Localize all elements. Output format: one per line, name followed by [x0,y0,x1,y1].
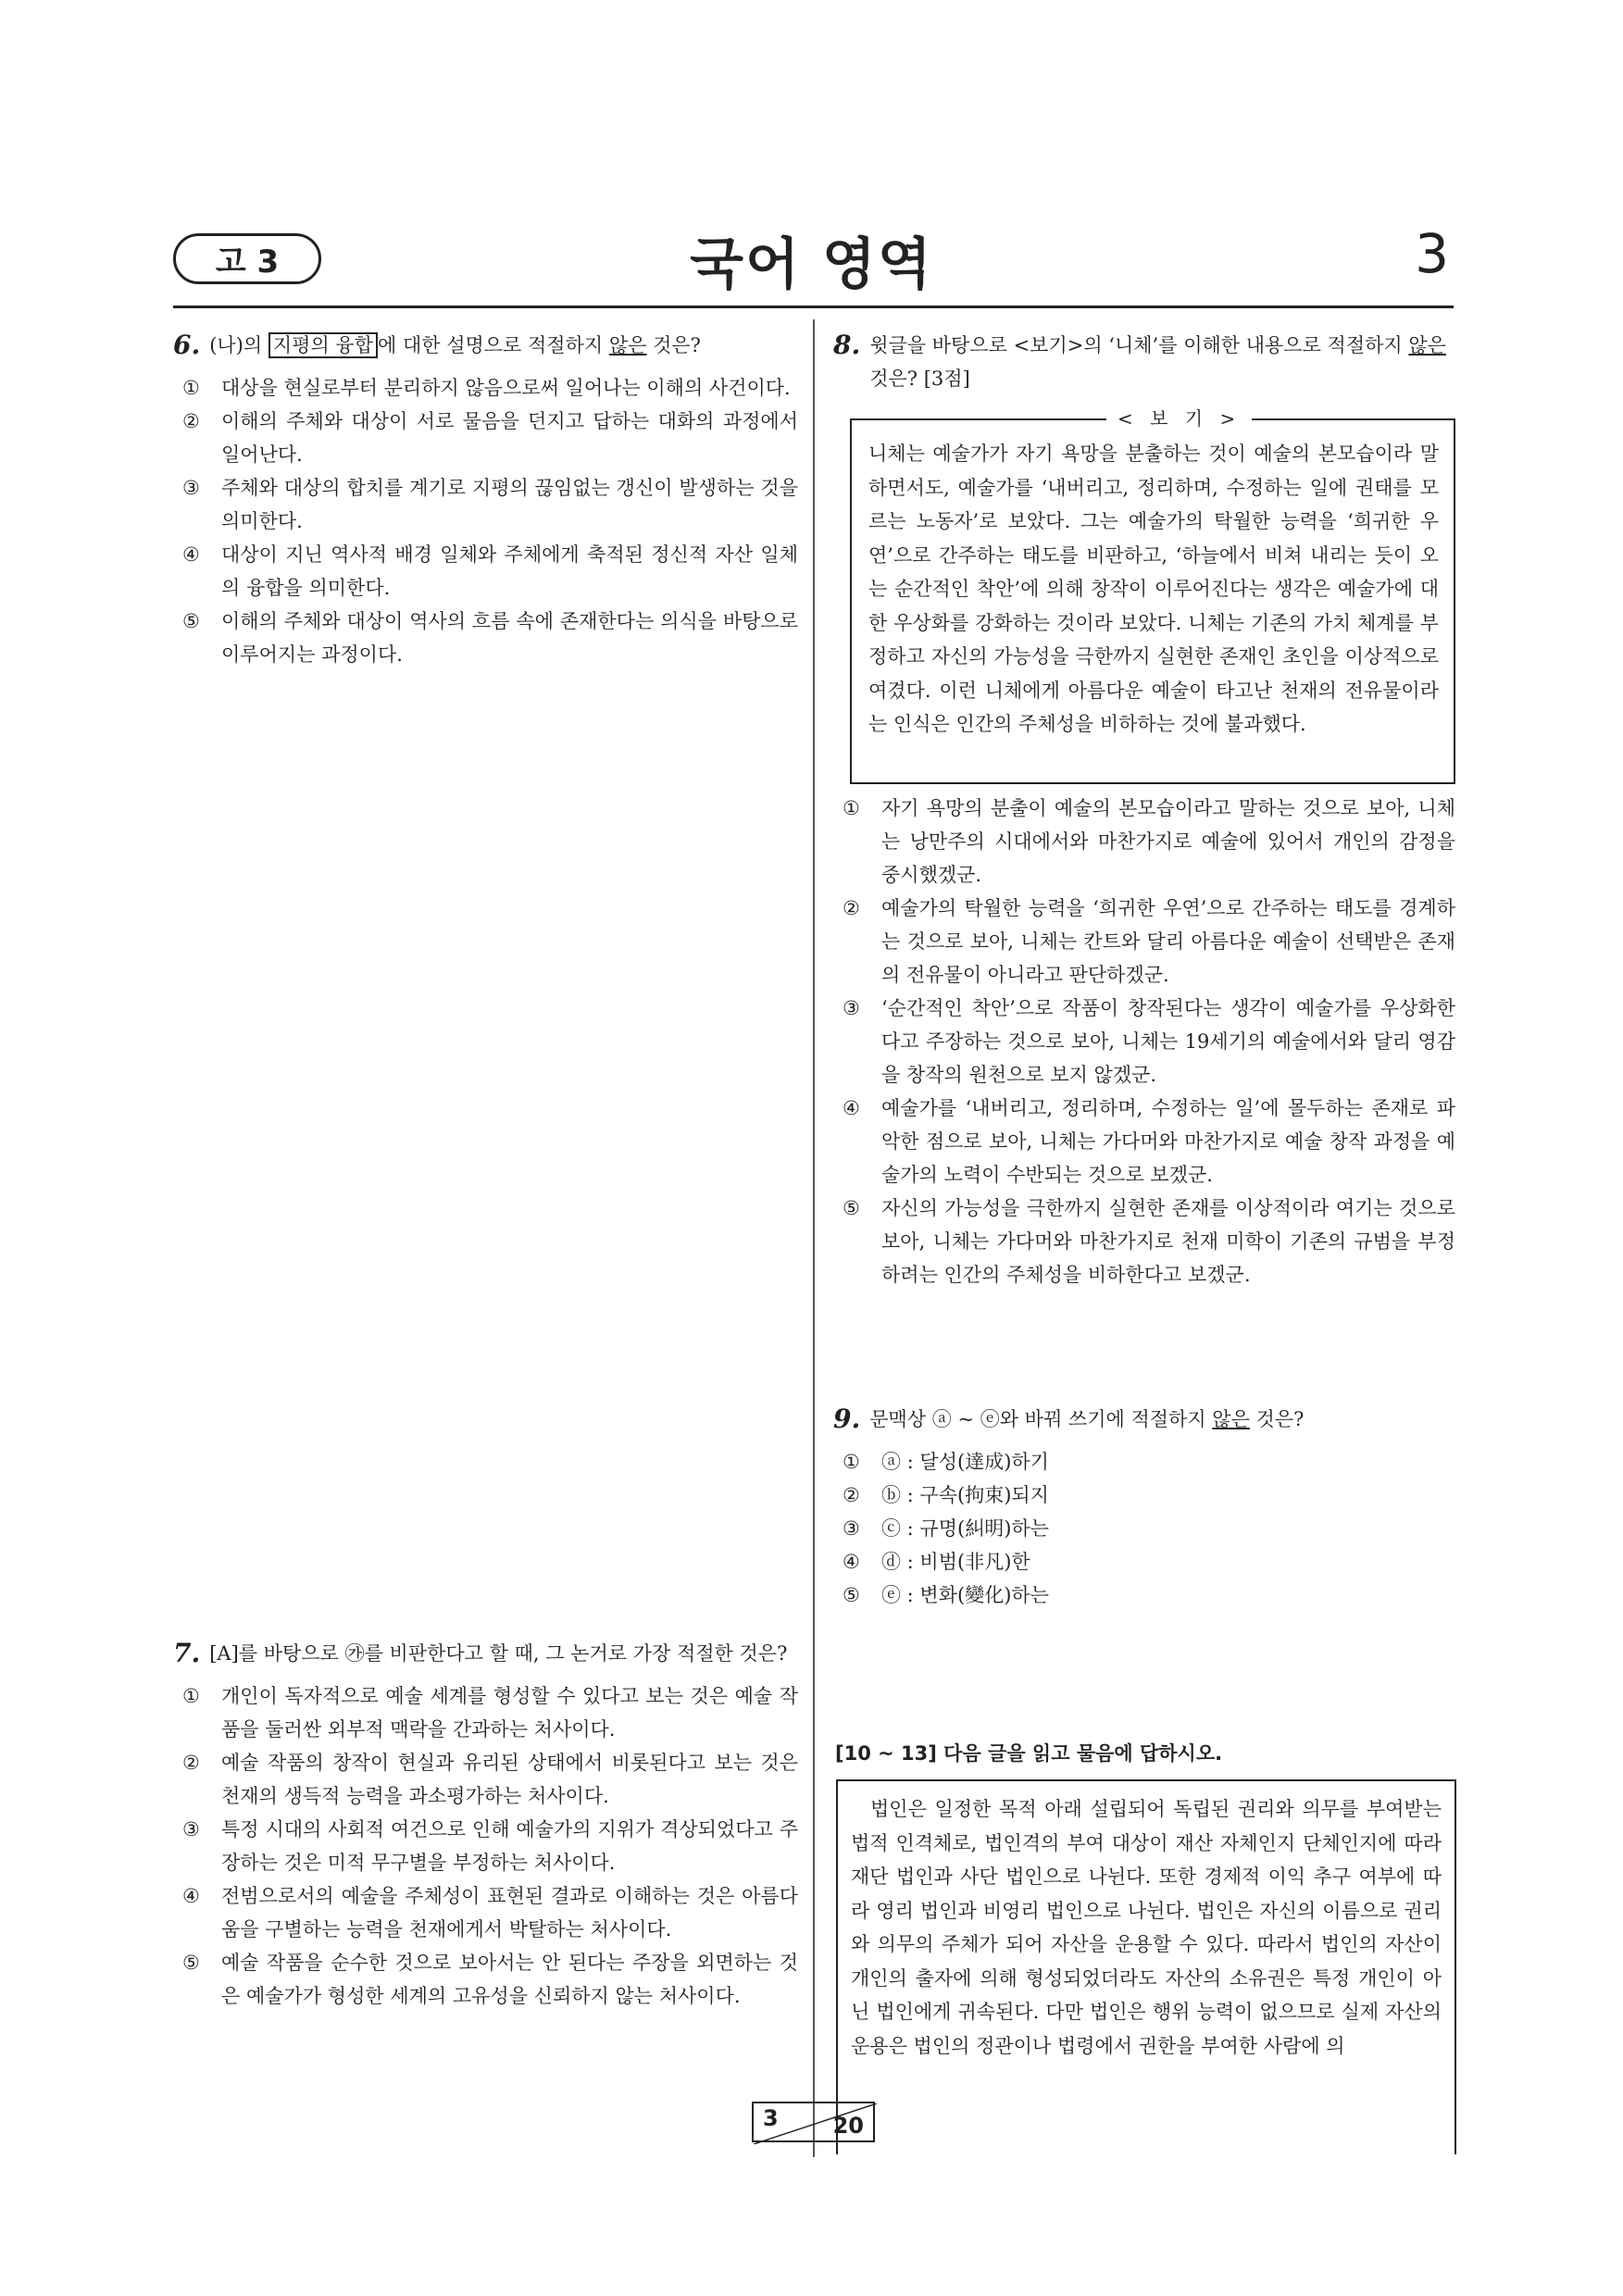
passage-heading: [10 ~ 13] 다음 글을 읽고 물음에 답하시오. [835,1742,1223,1765]
options-list [173,1679,798,2013]
header-rule [173,306,1454,308]
bogi-text: 니체는 예술가가 자기 욕망을 분출하는 것이 예술의 본모습이라 말하면서도, 예술가를 ‘내버리고, 정리하며, 수정하는 일에 권태를 모르는 노동자’로 보았다. 그는 예술가의 탁월한 능력을 ‘희귀한 우연’으로 간주하는 태도를 비판하고, ‘하늘에서 비쳐 내리는 듯이 오는 순간적인 착안’에 의해 창작이 이루어진다는 생각은 예술가에 대한 우상화를 강화하는 것이라 보았다. 니체는 기존의 가치 체계를 부정하고 자신의 가능성을 극한까지 실현한 존재인 초인을 이상적으로 여겼다. 이런 니체에게 아름다운 예술이 타고난 천재의 전유물이라는 인식은 인간의 주체성을 비하하는 것에 불과했다. [868,443,1439,735]
grade-text: 고 3 [215,243,280,281]
option[interactable]: ② 예술가의 탁월한 능력을 ‘희귀한 우연’으로 간주하는 태도를 경계하는 것으로 보아, 니체는 칸트와 달리 아름다운 예술이 선택받은 존재의 전유물이 아니라고 판단하겠군. [843,897,1455,986]
option[interactable]: ② ⓑ : 구속(拘束)되지 [843,1484,1049,1506]
page-indicator [752,2102,875,2142]
passage-text: 법인은 일정한 목적 아래 설립되어 독립된 권리와 의무를 부여받는 법적 인격체로, 법인격의 부여 대상이 재산 자체인지 단체인지에 따라 재단 법인과 사단 법인으로 나뉜다. 또한 경제적 이익 추구 여부에 따라 영리 법인과 비영리 법인으로 나뉜다. 법인은 자신의 이름으로 권리와 의무의 주체가 되어 자산을 운용할 수 있다. 따라서 법인의 자산이 개인의 출자에 의해 형성되었더라도 자산의 소유권은 특정 개인이 아닌 법인에게 귀속된다. 다만 법인은 행위 능력이 없으므로 실제 자산의 운용은 법인의 정관이나 법령에서 권한을 부여한 사람에 의 [851,1798,1442,2057]
bogi-label: < 보 기 > [1106,404,1252,430]
option[interactable]: ④ 전범으로서의 예술을 주체성이 표현된 결과로 이해하는 것은 아름다움을 구별하는 능력을 천재에게서 박탈하는 처사이다. [182,1885,798,1940]
option[interactable]: ③ 주체와 대상의 합치를 계기로 지평의 끊임없는 갱신이 발생하는 것을 의미한다. [182,477,798,532]
options-list [833,792,1455,1292]
question-number: 6. [173,330,201,360]
question-stem: 윗글을 바탕으로 <보기>의 ‘니체’를 이해한 내용으로 적절하지 않은 것은? [3점] [869,334,1446,390]
current-page: 3 [763,2105,779,2131]
question-number: 7. [173,1638,201,1668]
option[interactable]: ④ 대상이 지닌 역사적 배경 일체와 주체에게 축적된 정신적 자산 일체의 융합을 의미한다. [182,543,798,599]
option[interactable]: ① 대상을 현실로부터 분리하지 않음으로써 일어나는 이해의 사건이다. [182,377,791,399]
total-pages: 20 [832,2113,864,2139]
boxed-term: 지평의 융합 [268,332,378,358]
options-list [833,1445,1455,1612]
option[interactable]: ⑤ 이해의 주체와 대상이 역사의 흐름 속에 존재한다는 의식을 바탕으로 이루어지는 과정이다. [182,610,798,666]
option[interactable]: ④ 예술가를 ‘내버리고, 정리하며, 수정하는 일’에 몰두하는 존재로 파악한 점으로 보아, 니체는 가다머와 마찬가지로 예술 창작 과정을 예술가의 노력이 수반되는 것으로 보겠군. [843,1097,1455,1186]
question-number: 9. [833,1404,861,1434]
option[interactable]: ② 예술 작품의 창작이 현실과 유리된 상태에서 비롯된다고 보는 것은 천재의 생득적 능력을 과소평가하는 처사이다. [182,1752,798,1807]
option[interactable]: ③ ‘순간적인 착안’으로 작품이 창작된다는 생각이 예술가를 우상화한다고 주장하는 것으로 보아, 니체는 19세기의 예술에서와 달리 영감을 창작의 원천으로 보지 않겠군. [843,997,1455,1086]
passage-box [836,1779,1456,2154]
question-stem: [A]를 바탕으로 ㉮를 비판한다고 할 때, 그 논거로 가장 적절한 것은? [209,1642,788,1665]
option[interactable]: ⑤ ⓔ : 변화(變化)하는 [843,1584,1049,1606]
question-8-options [833,792,1455,1292]
option[interactable]: ③ ⓒ : 규명(糾明)하는 [843,1517,1049,1540]
header-page-number: 3 [1415,222,1449,285]
option[interactable]: ① 개인이 독자적으로 예술 세계를 형성할 수 있다고 보는 것은 예술 작품을 둘러싼 외부적 맥락을 간과하는 처사이다. [182,1685,798,1741]
question-number: 8. [833,330,861,360]
bogi-box [850,418,1455,784]
question-stem: 문맥상 ⓐ ~ ⓔ와 바꿔 쓰기에 적절하지 않은 것은? [869,1408,1305,1430]
question-stem: (나)의 지평의 융합 에 대한 설명으로 적절하지 않은 것은? [209,334,701,356]
option[interactable]: ② 이해의 주체와 대상이 서로 물음을 던지고 답하는 대화의 과정에서 일어난다. [182,410,798,466]
question-8 [833,329,1455,395]
option[interactable]: ① ⓐ : 달성(達成)하기 [843,1451,1049,1473]
column-divider [813,319,815,2157]
option[interactable]: ① 자기 욕망의 분출이 예술의 본모습이라고 말하는 것으로 보아, 니체는 낭만주의 시대에서와 마찬가지로 예술에 있어서 개인의 감정을 중시했겠군. [843,797,1455,886]
options-list [173,371,798,671]
question-6 [173,329,798,671]
option[interactable]: ⑤ 자신의 가능성을 극한까지 실현한 존재를 이상적이라 여기는 것으로 보아, 니체는 가다머와 마찬가지로 천재 미학이 기존의 규범을 부정하려는 인간의 주체성을 비하한다고 보겠군. [843,1197,1455,1286]
question-9 [833,1403,1455,1612]
question-7 [173,1637,798,2013]
option[interactable]: ③ 특정 시대의 사회적 여건으로 인해 예술가의 지위가 격상되었다고 주장하는 것은 미적 무구별을 부정하는 처사이다. [182,1818,798,1874]
option[interactable]: ⑤ 예술 작품을 순수한 것으로 보아서는 안 된다는 주장을 외면하는 것은 예술가가 형성한 세계의 고유성을 신뢰하지 않는 처사이다. [182,1952,798,2007]
option[interactable]: ④ ⓓ : 비범(非凡)한 [843,1551,1030,1573]
page-title: 국어 영역 [690,232,933,297]
